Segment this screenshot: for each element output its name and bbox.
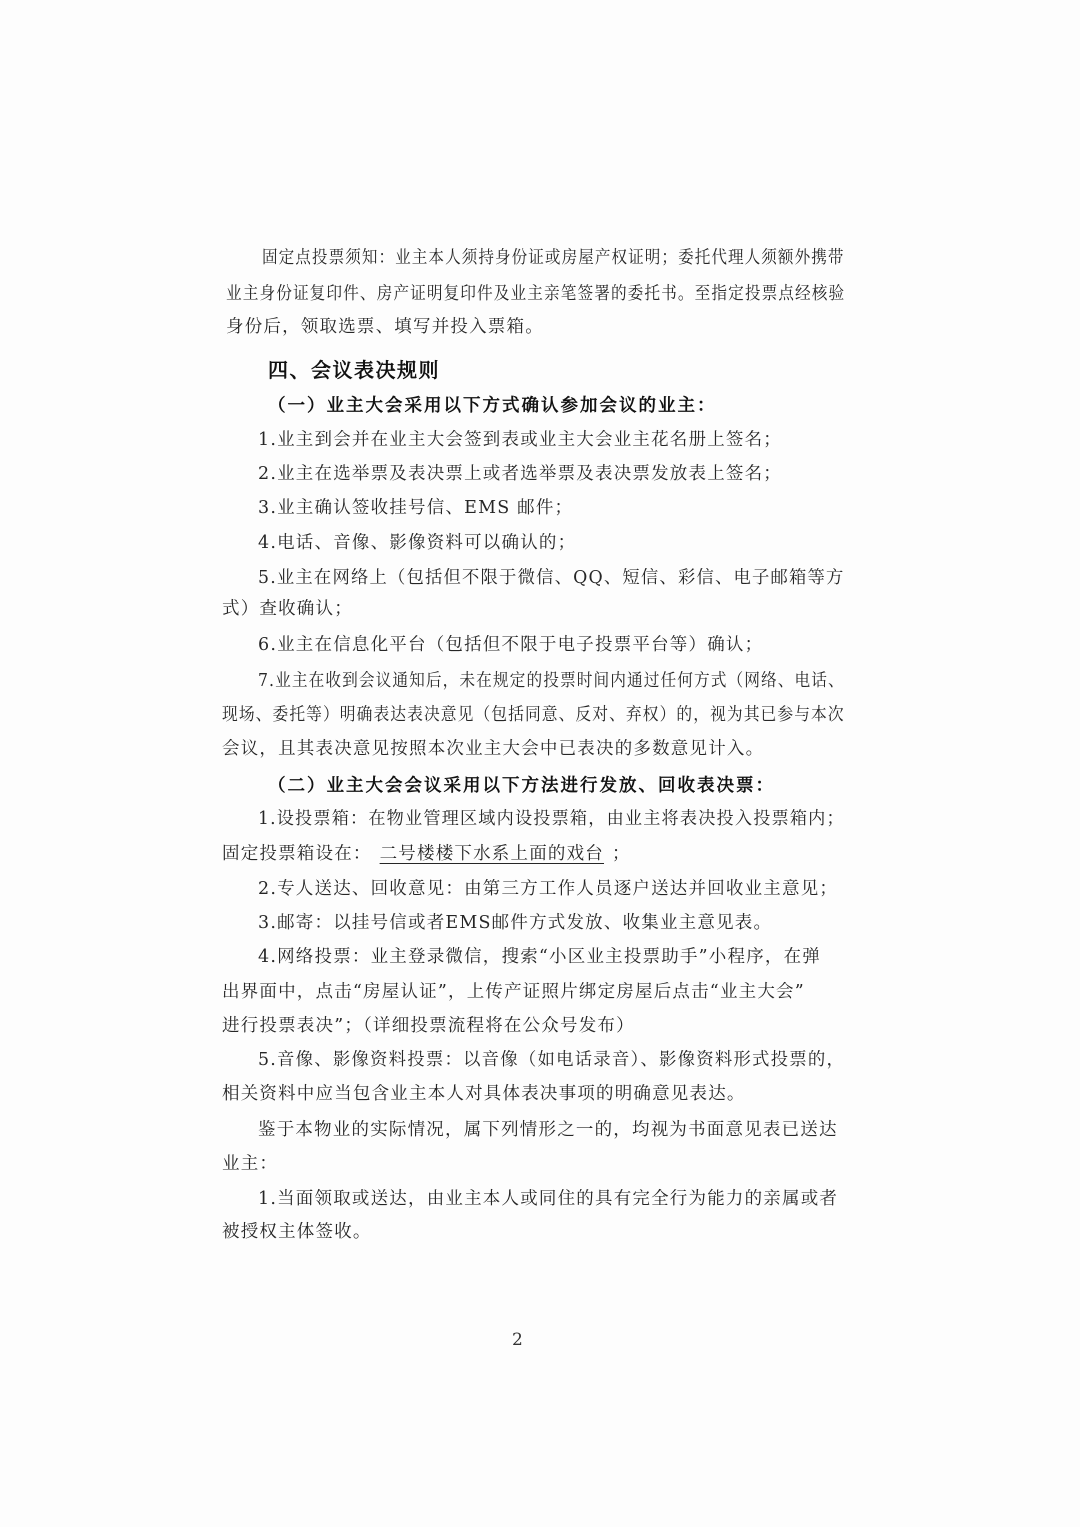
notice-line-1: 固定点投票须知：业主本人须持身份证或房屋产权证明；委托代理人须额外携带	[262, 248, 845, 268]
sub2-item-cont: 相关资料中应当包含业主本人对具体表决事项的明确意见表达。	[222, 1084, 746, 1104]
paragraph-line: 1.当面领取或送达，由业主本人或同住的具有完全行为能力的亲属或者	[258, 1189, 839, 1209]
sub2-item: 1.设投票箱：在物业管理区域内设投票箱，由业主将表决投入投票箱内；	[258, 809, 845, 829]
ballot-box-suffix: ；	[612, 844, 631, 864]
notice-line-2: 业主身份证复印件、房产证明复印件及业主亲笔签署的委托书。至指定投票点经核验	[226, 284, 846, 304]
ballot-box-location-line	[222, 843, 631, 865]
sub1-item: 4.电话、音像、影像资料可以确认的；	[258, 533, 577, 553]
ballot-box-prefix: 固定投票箱设在：	[222, 844, 372, 864]
paragraph-line-cont: 业主：	[222, 1154, 279, 1174]
sub2-item-cont: 出界面中，点击“房屋认证”，上传产证照片绑定房屋后点击“业主大会”	[222, 982, 805, 1002]
sub1-item-cont: 会议，且其表决意见按照本次业主大会中已表决的多数意见计入。	[222, 739, 765, 759]
paragraph-line: 鉴于本物业的实际情况，属下列情形之一的，均视为书面意见表已送达	[258, 1120, 838, 1140]
sub2-item: 2.专人送达、回收意见：由第三方工作人员逐户送达并回收业主意见；	[258, 879, 839, 899]
section-title: 四、会议表决规则	[268, 358, 440, 382]
sub1-item-cont: 现场、委托等）明确表达表决意见（包括同意、反对、弃权）的，视为其已参与本次	[222, 705, 845, 725]
sub1-item: 6.业主在信息化平台（包括但不限于电子投票平台等）确认；	[258, 635, 764, 655]
paragraph-line-cont: 被授权主体签收。	[222, 1222, 372, 1242]
sub2-item: 3.邮寄：以挂号信或者EMS邮件方式发放、收集业主意见表。	[258, 913, 773, 933]
sub1-item: 5.业主在网络上（包括但不限于微信、QQ、短信、彩信、电子邮箱等方	[258, 568, 845, 588]
sub2-item-cont: 进行投票表决”；（详细投票流程将在公众号发布）	[222, 1016, 635, 1036]
sub1-item: 7.业主在收到会议通知后，未在规定的投票时间内通过任何方式（网络、电话、	[258, 671, 845, 691]
page-number: 2	[512, 1330, 523, 1350]
ballot-box-location: 二号楼楼下水系上面的戏台	[379, 844, 605, 864]
sub1-item: 3.业主确认签收挂号信、EMS 邮件；	[258, 498, 574, 518]
subsection-2-title: （二）业主大会会议采用以下方法进行发放、回收表决票：	[268, 776, 775, 796]
sub1-item: 1.业主到会并在业主大会签到表或业主大会业主花名册上签名；	[258, 430, 782, 450]
sub1-item: 2.业主在选举票及表决票上或者选举票及表决票发放表上签名；	[258, 464, 782, 484]
notice-line-3: 身份后，领取选票、填写并投入票箱。	[226, 317, 544, 337]
subsection-1-title: （一）业主大会采用以下方式确认参加会议的业主：	[268, 396, 717, 416]
sub2-item: 4.网络投票：业主登录微信，搜索“小区业主投票助手”小程序，在弹	[258, 947, 821, 967]
sub1-item-cont: 式）查收确认；	[222, 599, 353, 619]
sub2-item: 5.音像、影像资料投票：以音像（如电话录音）、影像资料形式投票的，	[258, 1050, 846, 1070]
